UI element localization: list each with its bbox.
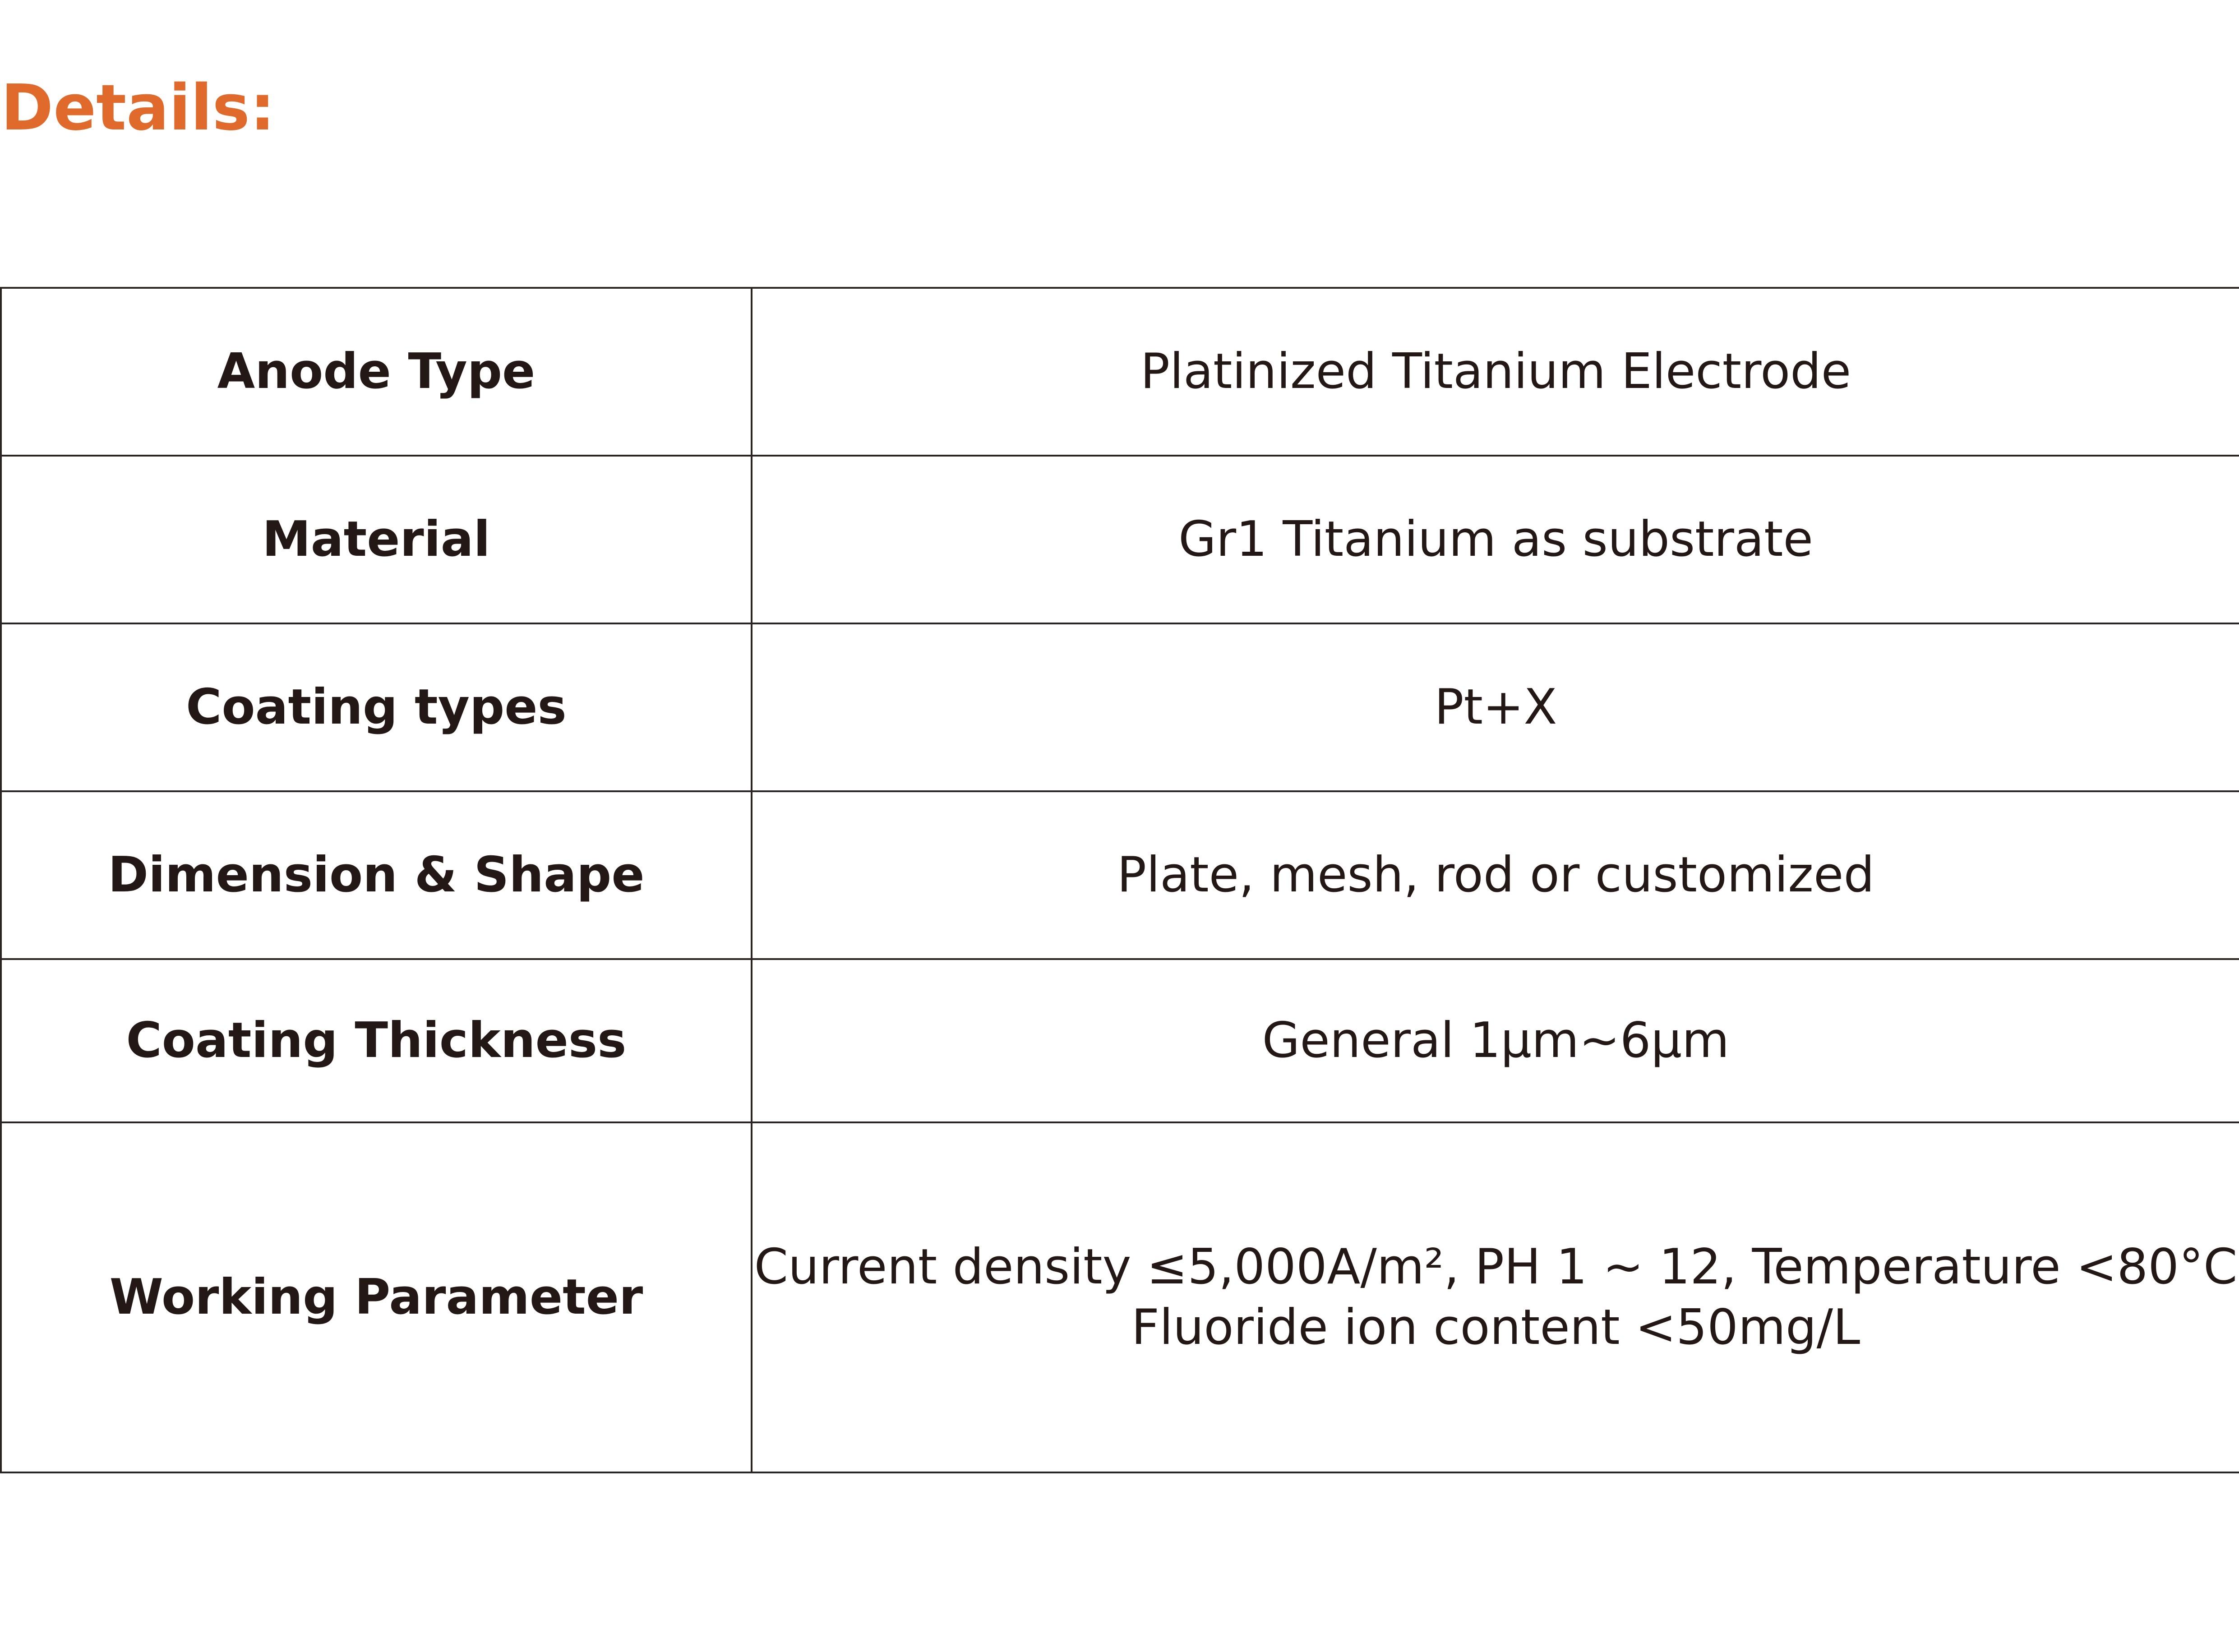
row-value-line: Fluoride ion content <50mg/L: [1131, 1299, 1860, 1356]
row-value: Gr1 Titanium as substrate: [752, 456, 2239, 623]
row-value: Pt+X: [752, 623, 2239, 791]
details-heading: Details:: [1, 71, 275, 145]
specifications-table: [0, 287, 2239, 1473]
row-value: General 1μm~6μm: [752, 959, 2239, 1122]
row-value: Platinized Titanium Electrode: [752, 288, 2239, 456]
row-value-line: Current density ≤5,000A/m², PH 1 ~ 12, Temperature <80°C: [754, 1239, 2238, 1295]
table-row-material: [1, 456, 2239, 623]
row-label: Working Parameter: [1, 1122, 752, 1472]
table-row-coating-types: [1, 623, 2239, 791]
table-row-dimension-shape: [1, 791, 2239, 959]
row-label: Dimension & Shape: [1, 791, 752, 959]
row-value-multiline: [752, 1122, 2239, 1472]
table-row-working-parameter: [1, 1122, 2239, 1472]
row-label: Coating Thickness: [1, 959, 752, 1122]
row-label: Anode Type: [1, 288, 752, 456]
table-row-coating-thickness: [1, 959, 2239, 1122]
row-value: Plate, mesh, rod or customized: [752, 791, 2239, 959]
table-row-anode-type: [1, 288, 2239, 456]
row-label: Coating types: [1, 623, 752, 791]
row-label: Material: [1, 456, 752, 623]
